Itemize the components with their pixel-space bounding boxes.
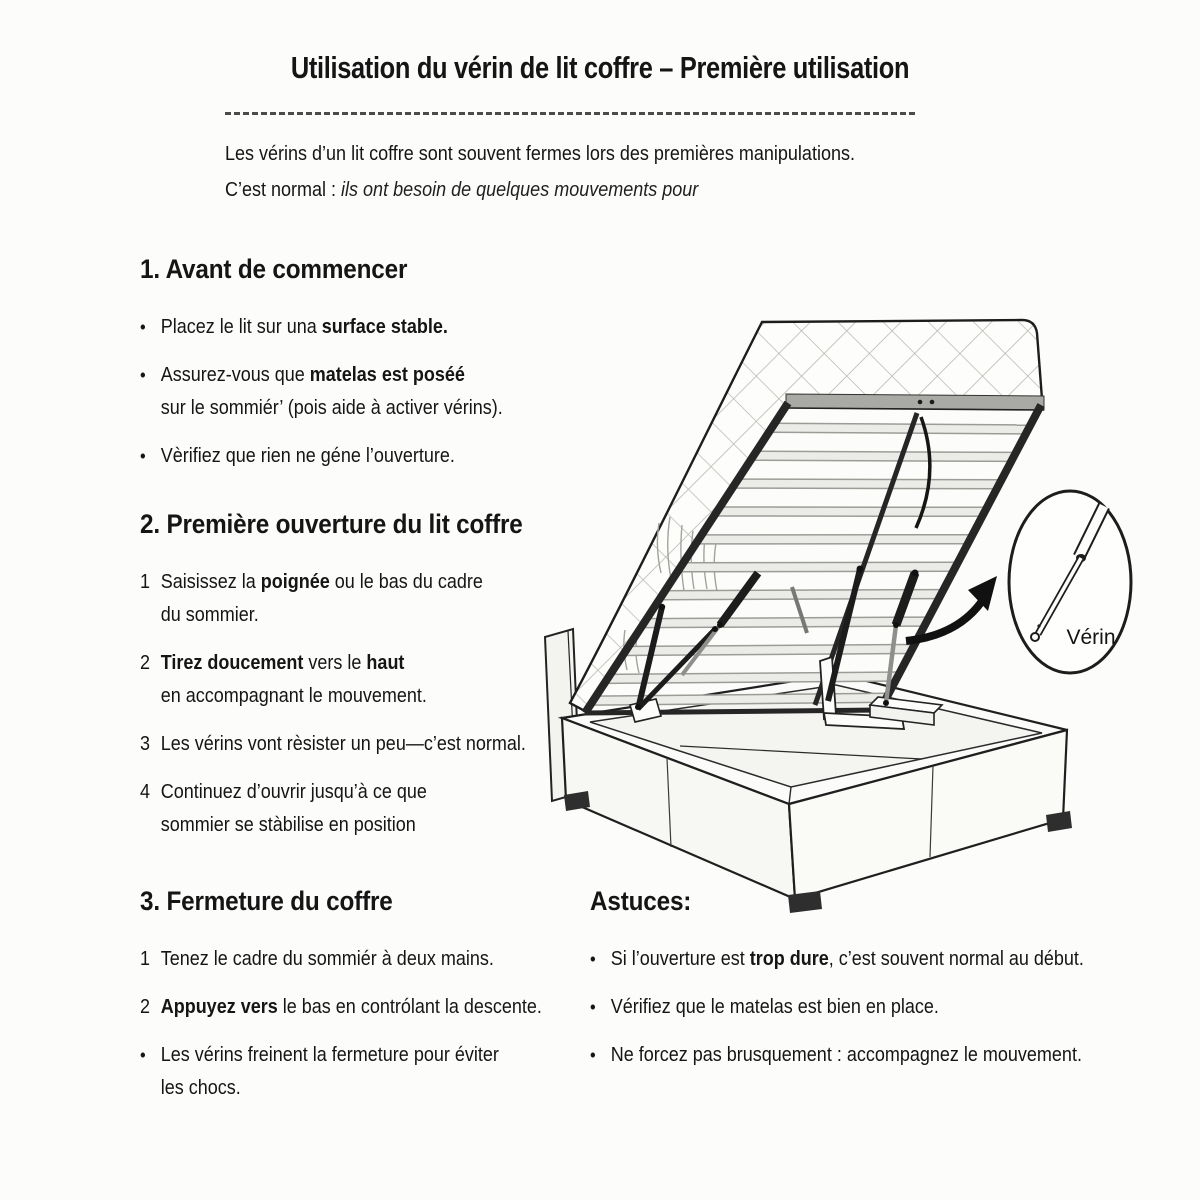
section-fermeture (140, 886, 542, 1120)
item-text: Vèrifiez que rien ne géne l’ouverture. (160, 445, 455, 467)
intro-line-2-italic: ils ont besoin de quelques mouvements pour (341, 179, 699, 201)
item-text: Les vérins vont rèsister un peu—c’est normal. (160, 733, 526, 755)
item-text: Placez le lit sur una surface stable. (160, 316, 448, 338)
item-text: Appuyez vers le bas en contrólant la descente. (160, 996, 542, 1018)
section-avant-de-commencer (140, 254, 503, 488)
item-marker: • (590, 1045, 596, 1065)
bed-illustration (530, 285, 1150, 925)
list-item (590, 1039, 1084, 1072)
item-marker: 4 (140, 781, 151, 803)
item-marker: • (590, 949, 596, 969)
list-item (140, 359, 503, 425)
section-premiere-ouverture (140, 509, 526, 857)
list-item (590, 943, 1084, 976)
astuces-items (590, 943, 1084, 1072)
intro-line-1: Les vérins d’un lit coffre sont souvent fermes lors des premières manipulations. (225, 143, 855, 165)
item-marker: 2 (140, 652, 151, 674)
page-title: Utilisation du vérin de lit coffre – Première utilisation (290, 50, 910, 85)
item-text: Continuez d’ouvrir jusqu’à ce que sommier se stàbilise en position (160, 781, 427, 836)
item-text: Ne forcez pas brusquement : accompagnez le mouvement. (610, 1044, 1082, 1066)
item-text: Vérifiez que le matelas est bien en place. (610, 996, 939, 1018)
item-text: Tenez le cadre du sommiér à deux mains. (160, 948, 494, 970)
section-3-items (140, 943, 542, 1105)
list-item (140, 440, 503, 473)
list-item (140, 943, 542, 976)
list-item (140, 728, 526, 761)
section-1-heading: 1. Avant de commencer (140, 254, 408, 284)
item-marker: 2 (140, 996, 151, 1018)
section-2-heading: 2. Première ouverture du lit coffre (140, 509, 523, 539)
astuces-heading: Astuces: (590, 886, 692, 916)
list-item (140, 1039, 542, 1105)
dashed-divider (225, 112, 915, 115)
list-item (590, 991, 1084, 1024)
item-marker: 1 (140, 571, 151, 593)
item-marker: • (590, 997, 596, 1017)
item-marker: • (140, 317, 146, 337)
item-marker: • (140, 446, 146, 466)
list-item (140, 566, 526, 632)
callout-label: Vérin (1066, 626, 1116, 649)
list-item (140, 776, 526, 842)
item-marker: 1 (140, 948, 151, 970)
verin-callout (906, 491, 1131, 673)
intro-line-2 (225, 172, 855, 208)
list-item (140, 311, 503, 344)
item-text: Tirez doucement vers le haut en accompagnant le mouvement. (160, 652, 427, 707)
intro-line-2-normal: C’est normal : (225, 179, 342, 201)
section-3-heading: 3. Fermeture du coffre (140, 886, 393, 916)
section-2-items (140, 566, 526, 842)
item-marker: • (140, 365, 146, 385)
list-item (140, 647, 526, 713)
item-text: Assurez-vous que matelas est poséé sur le sommiér’ (pois aide à activer vérins). (160, 364, 503, 419)
item-marker: • (140, 1045, 146, 1065)
list-item (140, 991, 542, 1024)
item-marker: 3 (140, 733, 151, 755)
item-text: Saisissez la poignée ou le bas du cadre du sommier. (160, 571, 483, 626)
item-text: Si l’ouverture est trop dure, c’est souvent normal au début. (610, 948, 1084, 970)
section-1-items (140, 311, 503, 473)
item-text: Les vérins freinent la fermeture pour éviter les chocs. (160, 1044, 499, 1099)
intro-text (225, 136, 855, 208)
